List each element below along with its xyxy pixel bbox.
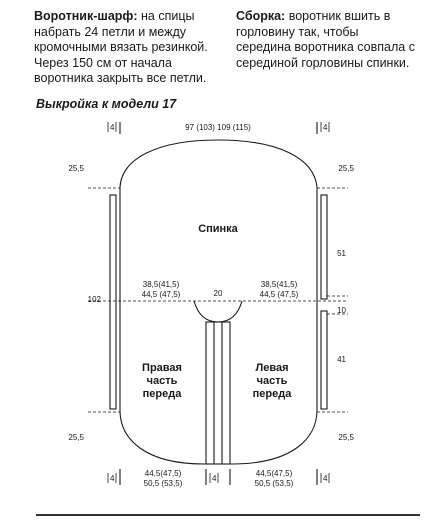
left-front-label-1: Левая — [255, 362, 289, 374]
edge-mark-top-right: 4 — [323, 123, 328, 132]
right-front-label-1: Правая — [142, 362, 182, 374]
top-width-label: 97 (103) 109 (115) — [185, 123, 251, 132]
edge-mark-bottom-right: 4 — [323, 474, 328, 483]
right-shoulder-label-2: 44,5 (47,5) — [259, 290, 299, 299]
bottom-left-label-2: 50,5 (53,5) — [143, 479, 183, 488]
edge-mark-bottom-center: 4 — [212, 474, 217, 483]
left-shoulder-label-1: 38,5(41,5) — [142, 280, 180, 289]
right-lower-label: 41 — [337, 355, 346, 364]
neckline — [194, 301, 242, 322]
left-middle-label: 102 — [87, 295, 101, 304]
right-shoulder-label-1: 38,5(41,5) — [260, 280, 298, 289]
garment-outline — [120, 140, 317, 464]
right-edge-upper-bar — [321, 195, 327, 299]
right-front-label-2: часть — [146, 375, 178, 387]
bottom-right-label-2: 50,5 (53,5) — [254, 479, 294, 488]
bottom-rule — [36, 514, 420, 516]
pattern-heading: Выкройка к модели 17 — [36, 97, 177, 111]
edge-marks — [108, 122, 329, 483]
bottom-right-label-1: 44,5(47,5) — [255, 469, 293, 478]
right-bottom-label: 25,5 — [338, 433, 354, 442]
edge-mark-bottom-left: 4 — [110, 474, 115, 483]
edge-mark-top-left: 4 — [110, 123, 115, 132]
right-top-label: 25,5 — [338, 164, 354, 173]
left-edge-bar — [110, 195, 116, 409]
bottom-left-label-1: 44,5(47,5) — [144, 469, 182, 478]
assembly-body: воротник вшить в горловину так, чтобы середина воротника совпала с серединой горловины спинки. — [236, 9, 415, 70]
left-bottom-label: 25,5 — [68, 433, 84, 442]
assembly-title: Сборка: — [236, 9, 286, 23]
back-label: Спинка — [198, 223, 238, 235]
left-front-label-3: переда — [252, 388, 292, 400]
right-mid-label: 10 — [337, 306, 346, 315]
left-top-label: 25,5 — [68, 164, 84, 173]
neck-width-label: 20 — [213, 289, 223, 298]
left-front-label-2: часть — [256, 375, 288, 387]
right-edge-lower-bar — [321, 311, 327, 409]
front-band — [206, 322, 230, 464]
right-upper-label: 51 — [337, 249, 346, 258]
right-front-label-3: переда — [142, 388, 182, 400]
left-shoulder-label-2: 44,5 (47,5) — [141, 290, 181, 299]
collar-title: Воротник-шарф: — [34, 9, 138, 23]
collar-body: на спицы набрать 24 петли и между кромочными вязать резинкой. Через 150 см от начала воротника закрыть все петли. — [34, 9, 208, 85]
